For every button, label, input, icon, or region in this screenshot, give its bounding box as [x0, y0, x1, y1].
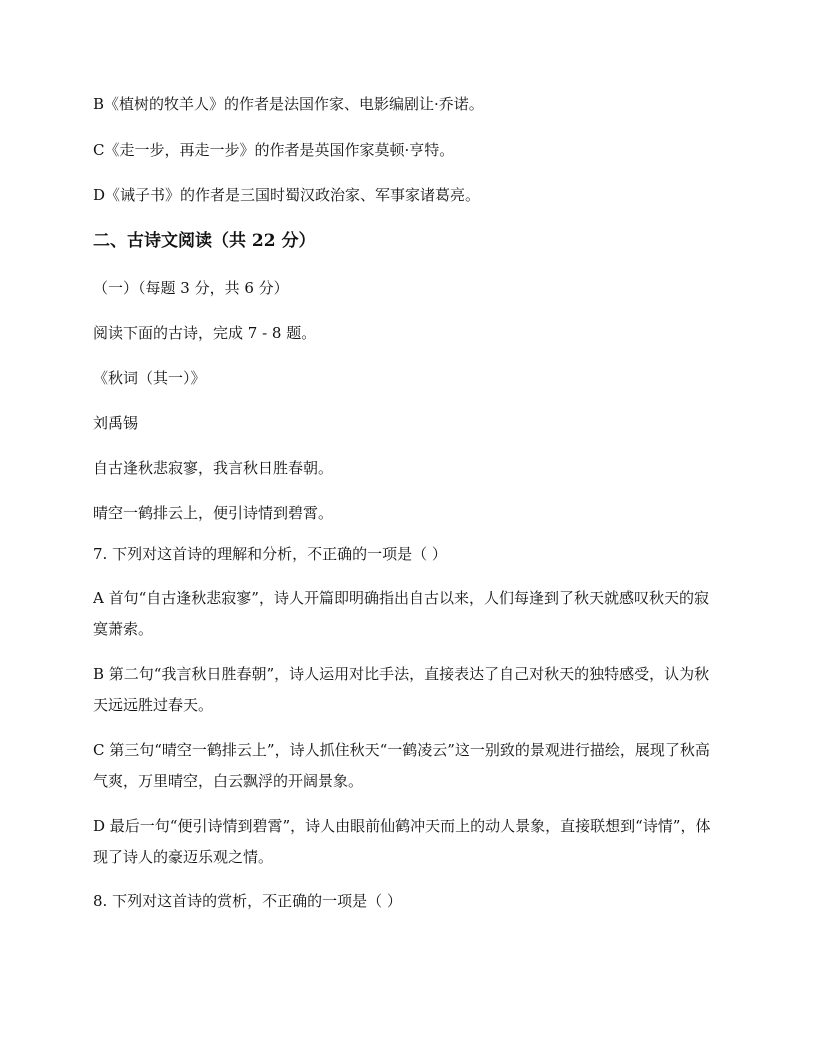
- poem-line-1: 自古逢秋悲寂寥，我言秋日胜春朝。: [93, 459, 334, 477]
- poem-author: 刘禹锡: [93, 414, 139, 432]
- q7-option-d: D 最后一句“便引诗情到碧霄”，诗人由眼前仙鹤冲天而上的动人景象，直接联想到“诗情”，体现了诗人的豪迈乐观之情。: [93, 817, 711, 866]
- option-c-prev: C《走一步，再走一步》的作者是英国作家莫顿·亨特。: [93, 141, 455, 159]
- q7-stem: 7. 下列对这首诗的理解和分析，不正确的一项是（ ）: [93, 545, 447, 563]
- section-heading: 二、古诗文阅读（共 22 分）: [93, 231, 316, 251]
- sub-heading: （一）（每题 3 分，共 6 分）: [93, 279, 289, 297]
- option-d-prev: D《诫子书》的作者是三国时蜀汉政治家、军事家诸葛亮。: [93, 186, 481, 204]
- option-b-prev: B《植树的牧羊人》的作者是法国作家、电影编剧让·乔诺。: [93, 95, 484, 113]
- q7-option-a: A 首句“自古逢秋悲寂寥”，诗人开篇即明确指出自古以来，人们每逢到了秋天就感叹秋天的寂寞萧索。: [93, 589, 709, 638]
- instruction: 阅读下面的古诗，完成 7 - 8 题。: [93, 324, 317, 342]
- q7-option-c: C 第三句“晴空一鹤排云上”，诗人抓住秋天“一鹤凌云”这一别致的景观进行描绘，展现了秋高气爽，万里晴空，白云飘浮的开阔景象。: [93, 741, 710, 790]
- q7-option-b: B 第二句“我言秋日胜春朝”，诗人运用对比手法，直接表达了自己对秋天的独特感受，认为秋天远远胜过春天。: [93, 665, 710, 714]
- q8-stem: 8. 下列对这首诗的赏析，不正确的一项是（ ）: [93, 892, 402, 910]
- poem-line-2: 晴空一鹤排云上，便引诗情到碧霄。: [93, 504, 334, 522]
- poem-title: 《秋词（其一）》: [93, 369, 206, 387]
